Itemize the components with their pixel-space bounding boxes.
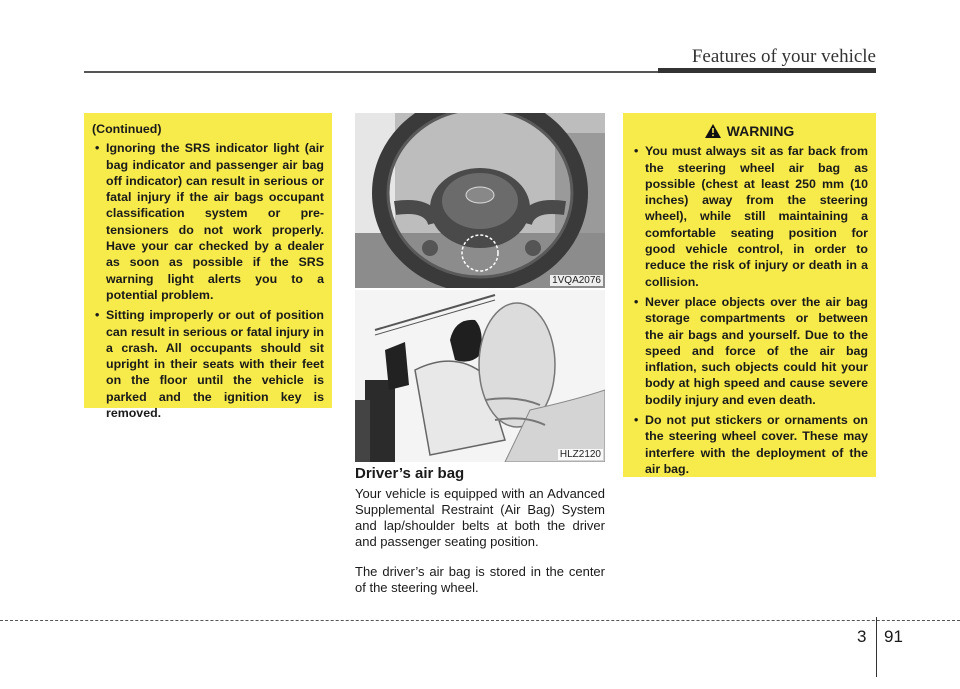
page-number-separator	[876, 617, 877, 677]
continued-caution-box	[84, 113, 332, 421]
warning-title: WARNING	[726, 123, 795, 139]
warning-triangle-icon	[705, 124, 721, 138]
image-caption: HLZ2120	[559, 449, 601, 460]
header-title: Features of your vehicle	[691, 46, 876, 67]
chapter-number: 3	[857, 627, 867, 646]
warning-bullet: • You must always sit as far back from the steering wheel air bag as possible (chest at least 250 mm (10 inches) away from the steering wheel), while still maintaining a comfortable seating position for good vehicle control, in order to reduce the risk of injury or death in a collision.	[631, 143, 868, 290]
image-caption: 1VQA2076	[552, 275, 601, 286]
page-number: 91	[884, 627, 903, 646]
warning-box	[623, 113, 876, 477]
warning-bullet: • Do not put stickers or ornaments on the steering wheel cover. These may interfere with the deployment of the air bag.	[631, 412, 868, 477]
steering-wheel-image	[355, 113, 605, 288]
warning-bullet: • Never place objects over the air bag storage compartments or between the air bags and yourself. Due to the speed and force of the air bag inflation, such objects could hit your body at high speed and cause severe bodily injury and even death.	[631, 294, 868, 408]
caution-bullet: • Sitting improperly or out of position can result in serious or fatal injury in a crash. All occupants should sit upright in their seats with their feet on the floor until the vehicle is parked and the ignition key is removed.	[92, 307, 324, 421]
body-paragraph: The driver’s air bag is stored in the center of the steering wheel.	[355, 564, 605, 595]
section-title: Driver’s air bag	[355, 465, 465, 482]
header-rule-accent	[658, 68, 876, 73]
warning-heading	[631, 123, 868, 139]
caution-bullet: • Ignoring the SRS indicator light (air bag indicator and passenger air bag off indicator) can result in serious or fatal injury if the air bags occupant classification system or pre-tensioners do not work properly. Have your car checked by a dealer as soon as possible if the SRS warning light alerts you to a potential problem.	[92, 140, 324, 303]
continued-label: (Continued)	[92, 122, 162, 136]
airbag-deployment-image	[355, 290, 605, 462]
body-paragraph: Your vehicle is equipped with an Advanced Supplemental Restraint (Air Bag) System and lap/shoulder belts at both the driver and passenger seating position.	[355, 486, 605, 549]
footer-divider	[0, 620, 960, 621]
